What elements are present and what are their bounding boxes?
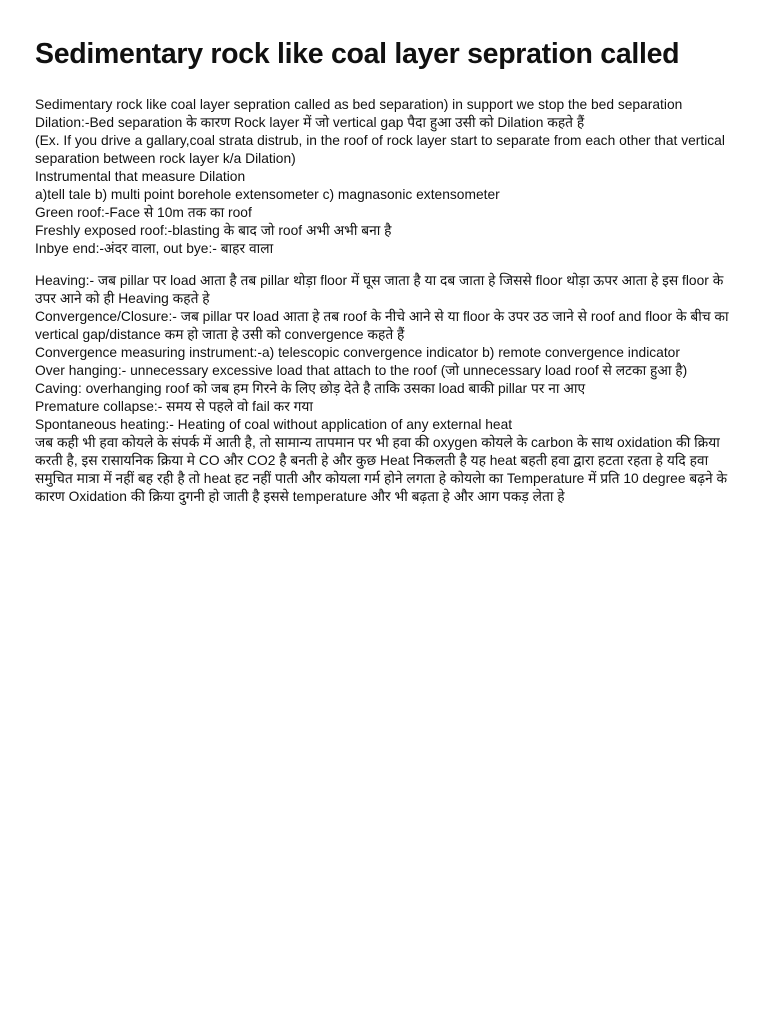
paragraph-dilation-instruments-heading: Instrumental that measure Dilation bbox=[35, 169, 246, 184]
paragraph-dilation-definition: Dilation:-Bed separation के कारण Rock layer में जो vertical gap पैदा हुआ उसी को Dilation कहते हैं bbox=[35, 115, 585, 130]
paragraph-convergence: Convergence/Closure:- जब pillar पर load आता हे तब roof के नीचे आने से या floor के उपर उठ जाने से roof and floor के बीच का vertical gap/distance कम हो जाता हे उसी को convergence कहते हैं bbox=[35, 309, 729, 342]
paragraph-green-roof: Green roof:-Face से 10m तक का roof bbox=[35, 205, 252, 220]
paragraph-inbye-outbye: Inbye end:-अंदर वाला, out bye:- बाहर वाला bbox=[35, 241, 274, 256]
document-body bbox=[35, 96, 735, 506]
paragraph-caving: Caving: overhanging roof को जब हम गिरने के लिए छोड़ देते है ताकि उसका load बाकी pillar पर ना आए bbox=[35, 381, 586, 396]
document-page bbox=[35, 34, 735, 506]
paragraph-dilation-instruments-list: a)tell tale b) multi point borehole extensometer c) magnasonic extensometer bbox=[35, 187, 500, 202]
paragraph-heaving: Heaving:- जब pillar पर load आता है तब pillar थोड़ा floor में घूस जाता है या दब जाता हे जिससे floor थोड़ा ऊपर आता हे इस floor के उपर आने को ही Heaving कहते हे bbox=[35, 273, 724, 306]
paragraph-spontaneous-heating: Spontaneous heating:- Heating of coal without application of any external heat bbox=[35, 417, 513, 432]
paragraph-convergence-instruments: Convergence measuring instrument:-a) telescopic convergence indicator b) remote convergence indicator bbox=[35, 345, 680, 360]
paragraph-bed-separation: Sedimentary rock like coal layer sepration called as bed separation) in support we stop the bed separation bbox=[35, 97, 683, 112]
paragraph-dilation-example: (Ex. If you drive a gallary,coal strata distrub, in the roof of rock layer start to separate from each other that vertical separation between rock layer k/a Dilation) bbox=[35, 133, 725, 166]
paragraph-spontaneous-heating-explanation: जब कही भी हवा कोयले के संपर्क में आती है, तो सामान्य तापमान पर भी हवा की oxygen कोयले के carbon के साथ oxidation की क्रिया करती है, इस रासायनिक क्रिया मे CO और CO2 है बनती हे और कुछ Heat निकलती है यह heat बहती हवा द्वारा हटता रहता हे यदि हवा समुचित मात्रा में नहीं बह रही है तो heat हट नहीं पाती और कोयला गर्म होने लगता हे कोयलेा का Temperature में प्रति 10 degree बढ़ने के कारण Oxidation की क्रिया दुगनी हो जाती है इससे temperature और भी बढ़ता हे और आग पकड़ लेता हे bbox=[35, 435, 728, 504]
paragraph-over-hanging: Over hanging:- unnecessary excessive load that attach to the roof (जो unnecessary load roof से लटका हुआ है) bbox=[35, 363, 688, 378]
paragraph-freshly-exposed-roof: Freshly exposed roof:-blasting के बाद जो roof अभी अभी बना है bbox=[35, 223, 392, 238]
section-spacer bbox=[35, 258, 735, 272]
page-title: Sedimentary rock like coal layer sepration called bbox=[35, 38, 680, 70]
paragraph-premature-collapse: Premature collapse:- समय से पहले वो fail कर गया bbox=[35, 399, 314, 414]
